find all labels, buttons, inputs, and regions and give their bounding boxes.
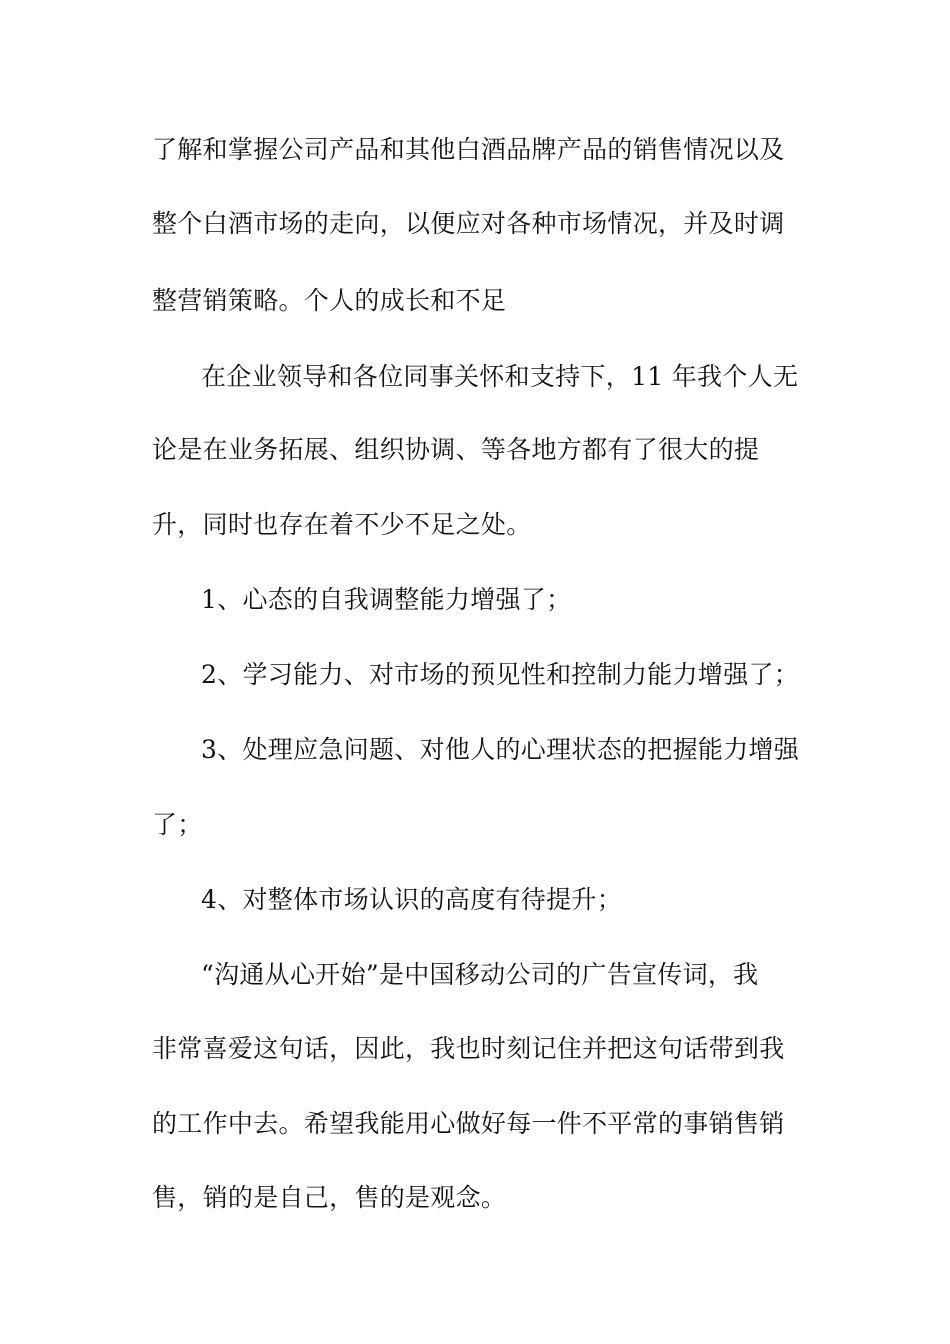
list-item-2: 2、学习能力、对市场的预见性和控制力能力增强了；	[201, 660, 800, 689]
paragraph-start-line: “沟通从心开始”是中国移动公司的广告宣传词，我	[201, 960, 759, 989]
text-line: 的工作中去。希望我能用心做好每一件不平常的事销售销	[152, 1109, 785, 1138]
text-line: 了解和掌握公司产品和其他白酒品牌产品的销售情况以及	[152, 135, 785, 164]
paragraph-start-line: 在企业领导和各位同事关怀和支持下，11 年我个人无	[201, 362, 799, 391]
text-line: 非常喜爱这句话，因此，我也时刻记住并把这句话带到我	[152, 1034, 785, 1063]
text-line: 升，同时也存在着不少不足之处。	[152, 510, 532, 539]
list-item-1: 1、心态的自我调整能力增强了；	[201, 585, 572, 614]
text-line: 整个白酒市场的走向，以便应对各种市场情况，并及时调	[152, 209, 785, 238]
text-line: 论是在业务拓展、组织协调、等各地方都有了很大的提	[152, 435, 760, 464]
list-item-4: 4、对整体市场认识的高度有待提升；	[201, 885, 623, 914]
text-line: 了；	[152, 810, 203, 839]
text-line: 售，销的是自己，售的是观念。	[152, 1183, 507, 1212]
list-item-3: 3、处理应急问题、对他人的心理状态的把握能力增强	[201, 735, 800, 764]
text-line: 整营销策略。个人的成长和不足	[152, 286, 507, 315]
